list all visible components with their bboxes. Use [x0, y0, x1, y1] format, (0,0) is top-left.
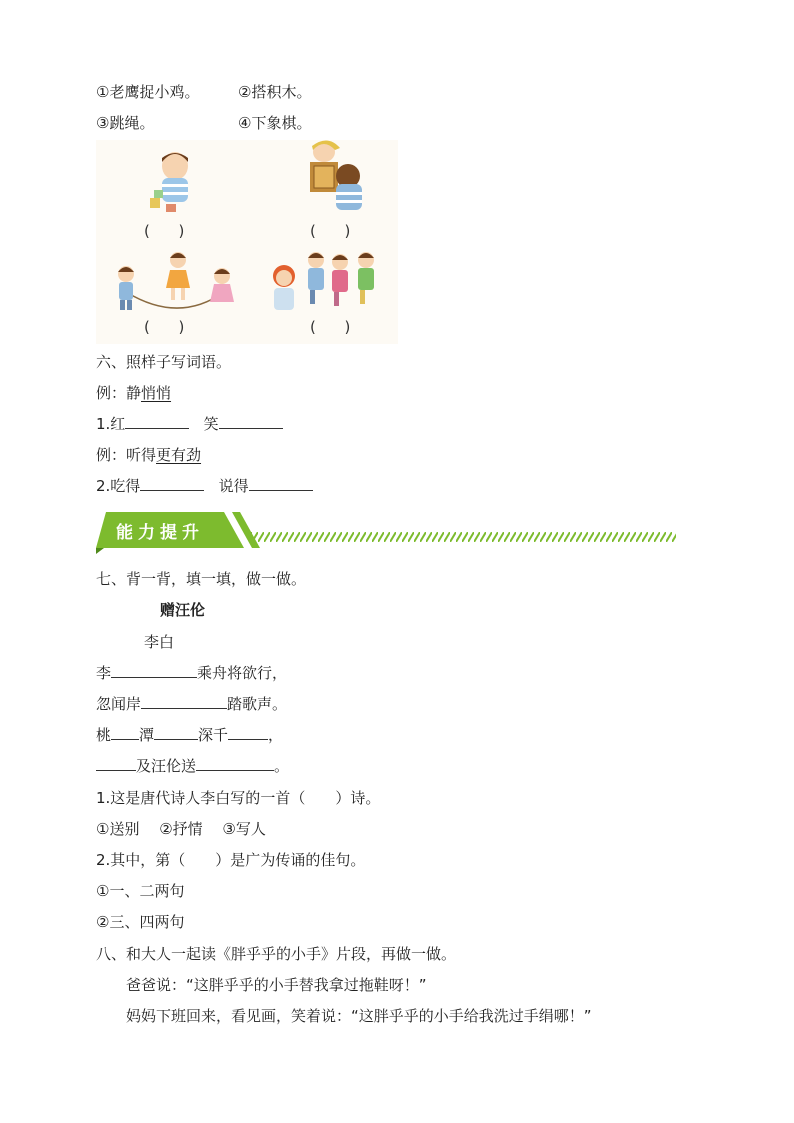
q8-title: 八、和大人一起读《胖乎乎的小手》片段，再做一做。 [96, 945, 457, 963]
poem-line-2: 忽闻岸 踏歌声。 [96, 695, 288, 713]
blank-poem-1[interactable] [111, 663, 197, 678]
option-1: ①老鹰捉小鸡。 [96, 83, 200, 101]
activity-pictures [96, 140, 398, 344]
section-banner [96, 512, 676, 554]
blank-eat[interactable] [140, 476, 204, 491]
q7-sub-2-option-2: ②三、四两句 [96, 913, 185, 931]
q6-example-1: 例：静悄悄 [96, 384, 172, 402]
answer-paren-2[interactable]: ( ) [310, 222, 351, 240]
q6-item-1: 1.红 笑 [96, 414, 283, 434]
poem-line-3: 桃 潭 深千 ， [96, 726, 284, 744]
poem-title: 赠汪伦 [160, 601, 206, 619]
answer-paren-3[interactable]: ( ) [144, 318, 185, 336]
blank-say[interactable] [249, 476, 313, 491]
poem-line-1: 李 乘舟将欲行， [96, 664, 288, 682]
blank-poem-5[interactable] [228, 725, 268, 740]
q7-sub-1-options: ①送别 ②抒情 ③写人 [96, 820, 266, 838]
q7-sub-1: 1.这是唐代诗人李白写的一首（ ）诗。 [96, 789, 381, 807]
banner-label: 能力提升 [116, 523, 204, 543]
option-2: ②搭积木。 [238, 83, 312, 101]
blank-smile[interactable] [219, 414, 283, 429]
answer-paren-1[interactable]: ( ) [144, 222, 185, 240]
blank-poem-6[interactable] [96, 756, 136, 771]
blank-poem-4[interactable] [154, 725, 198, 740]
q6-title: 六、照样子写词语。 [96, 353, 232, 371]
option-3: ③跳绳。 [96, 114, 155, 132]
q7-sub-2: 2.其中，第（ ）是广为传诵的佳句。 [96, 851, 366, 869]
building-blocks-illustration [140, 146, 210, 216]
q6-item-2: 2.吃得 说得 [96, 476, 313, 496]
q8-paragraph-1: 爸爸说：“这胖乎乎的小手替我拿过拖鞋呀！” [126, 976, 427, 994]
blank-poem-7[interactable] [196, 756, 274, 771]
poem-author: 李白 [144, 633, 175, 651]
blank-poem-3[interactable] [111, 725, 139, 740]
eagle-chick-game-illustration [266, 244, 394, 324]
chess-illustration [300, 140, 380, 220]
q7-title: 七、背一背，填一填，做一做。 [96, 570, 307, 588]
blank-poem-2[interactable] [141, 694, 227, 709]
blank-red[interactable] [125, 414, 189, 429]
q7-sub-2-option-1: ①一、二两句 [96, 882, 185, 900]
poem-line-4: 及汪伦送 。 [96, 756, 289, 776]
answer-paren-4[interactable]: ( ) [310, 318, 351, 336]
jump-rope-illustration [106, 248, 246, 318]
option-4: ④下象棋。 [238, 114, 312, 132]
q8-paragraph-2: 妈妈下班回来，看见画，笑着说：“这胖乎乎的小手给我洗过手绢哪！” [126, 1007, 592, 1025]
q6-example-2: 例：听得更有劲 [96, 446, 202, 464]
